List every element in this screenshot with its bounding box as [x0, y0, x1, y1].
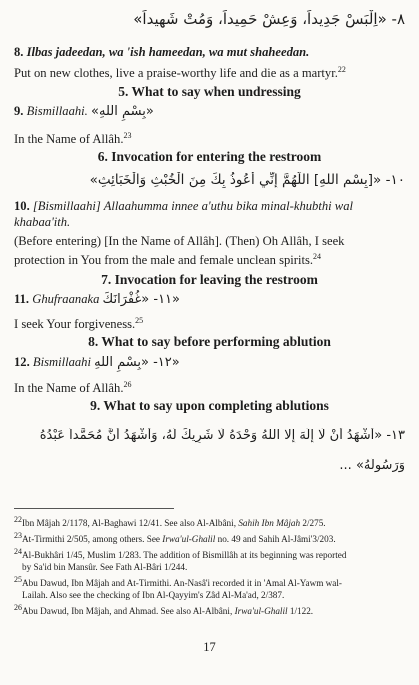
footnote-23: $^{23}$At-Tirmithi 2/505, among others. See Irwa'ul-Ghalil no. 49 and Sahih Al-Jâmi'3/203. — [14, 531, 336, 545]
footnote-ref-26[interactable]: 26 — [123, 380, 132, 389]
footnote-25: $^{25}$Abu Dawud, Ibn Mâjah and At-Tirmithi. An-Nasâ'i recorded it in 'Amal Al-Yawm wal- Lailah. Also see the checking of Ibn Al-Qayyim's Zâd Al-Ma'ad, 2/387. — [14, 575, 342, 601]
transliteration-10-cont: khabaa'ith. — [14, 215, 71, 229]
section-heading-5: 5. What to say when undressing — [118, 84, 301, 99]
translation-9: In the Name of Allâh.$^{23}$ — [14, 131, 132, 147]
transliteration-8: 8. Ilbas jadeedan, wa 'ish hameedan, wa mut shaheedan. — [14, 45, 310, 59]
translation-11: I seek Your forgiveness.$^{25}$ — [14, 316, 144, 332]
section-heading-9: 9. What to say upon completing ablutions — [90, 398, 329, 413]
section-heading-6: 6. Invocation for entering the restroom — [97, 149, 322, 164]
translation-10-line2: protection in You from the male and female unclean spirits.$^{24}$ — [14, 252, 322, 268]
footnote-24: $^{24}$Al-Bukhâri 1/45, Muslim 1/283. The addition of Bismillâh at its beginning was reported by Sa'id bin Mansûr. See Fath Al-Bâri 1/244. — [14, 547, 347, 573]
footnote-ref-23[interactable]: 23 — [123, 131, 132, 140]
arabic-supplication-12: ١٢- «بِسْمِ اللهِ» — [94, 355, 180, 370]
translation-8: Put on new clothes, live a praise-worthy life and die as a martyr.$^{22}$ — [14, 65, 346, 81]
arabic-supplication-13-line2: وَرَسُولُهُ» ... — [339, 458, 405, 473]
footnote-26: $^{26}$Abu Dawud, Ibn Mâjah, and Ahmad. See also Al-Albâni, Irwa'ul-Ghalil 1/122. — [14, 603, 314, 617]
transliteration-12: 12. Bismillaahi ١٢- «بِسْمِ اللهِ» — [14, 355, 180, 370]
footnote-ref-24[interactable]: 24 — [313, 252, 322, 261]
transliteration-10: 10. [Bismillaahi] Allaahumma innee a'uthu bika minal-khubthi wal — [14, 199, 353, 213]
footnote-22: $^{22}$Ibn Mâjah 2/1178, Al-Baghawi 12/41. See also Al-Albâni, Sahih Ibn Mâjah 2/275. — [14, 515, 326, 529]
transliteration-9: 9. Bismillaahi. «بِسْمِ اللهِ» — [14, 104, 154, 119]
footnote-ref-22[interactable]: 22 — [337, 65, 346, 74]
arabic-supplication-11: ١١- «غُفْرَانَكَ» — [102, 292, 180, 307]
section-heading-7: 7. Invocation for leaving the restroom — [101, 272, 318, 287]
arabic-supplication-8: ٨- «اِلْبَسْ جَدِيداً، وَعِشْ حَمِيداً، وَمُتْ شَهِيداً» — [133, 10, 405, 28]
translation-12: In the Name of Allâh.$^{26}$ — [14, 380, 132, 396]
translation-10-line1: (Before entering) [In the Name of Allâh]. (Then) Oh Allâh, I seek — [14, 234, 345, 248]
page-number: 17 — [203, 640, 216, 654]
footnote-divider — [14, 508, 174, 509]
section-heading-8: 8. What to say before performing ablution — [88, 334, 331, 349]
arabic-supplication-13-line1: ١٣- «أَشْهَدُ أَنْ لَا إِلَهَ إِلَّا اللهُ وَحْدَهُ لَا شَرِيكَ لَهُ، وَأَشْهَدُ أَنَّ مُحَمَّداً عَبْدُهُ — [39, 428, 405, 443]
arabic-supplication-9: «بِسْمِ اللهِ» — [91, 104, 154, 119]
footnote-ref-25[interactable]: 25 — [135, 316, 144, 325]
transliteration-11: 11. Ghufraanaka ١١- «غُفْرَانَكَ» — [14, 292, 180, 307]
arabic-supplication-10: ١٠- «[بِسْمِ اللهِ] اللَّهُمَّ إِنِّي أَعُوذُ بِكَ مِنَ الْخُبْثِ وَالْخَبَائِثِ» — [89, 172, 405, 188]
